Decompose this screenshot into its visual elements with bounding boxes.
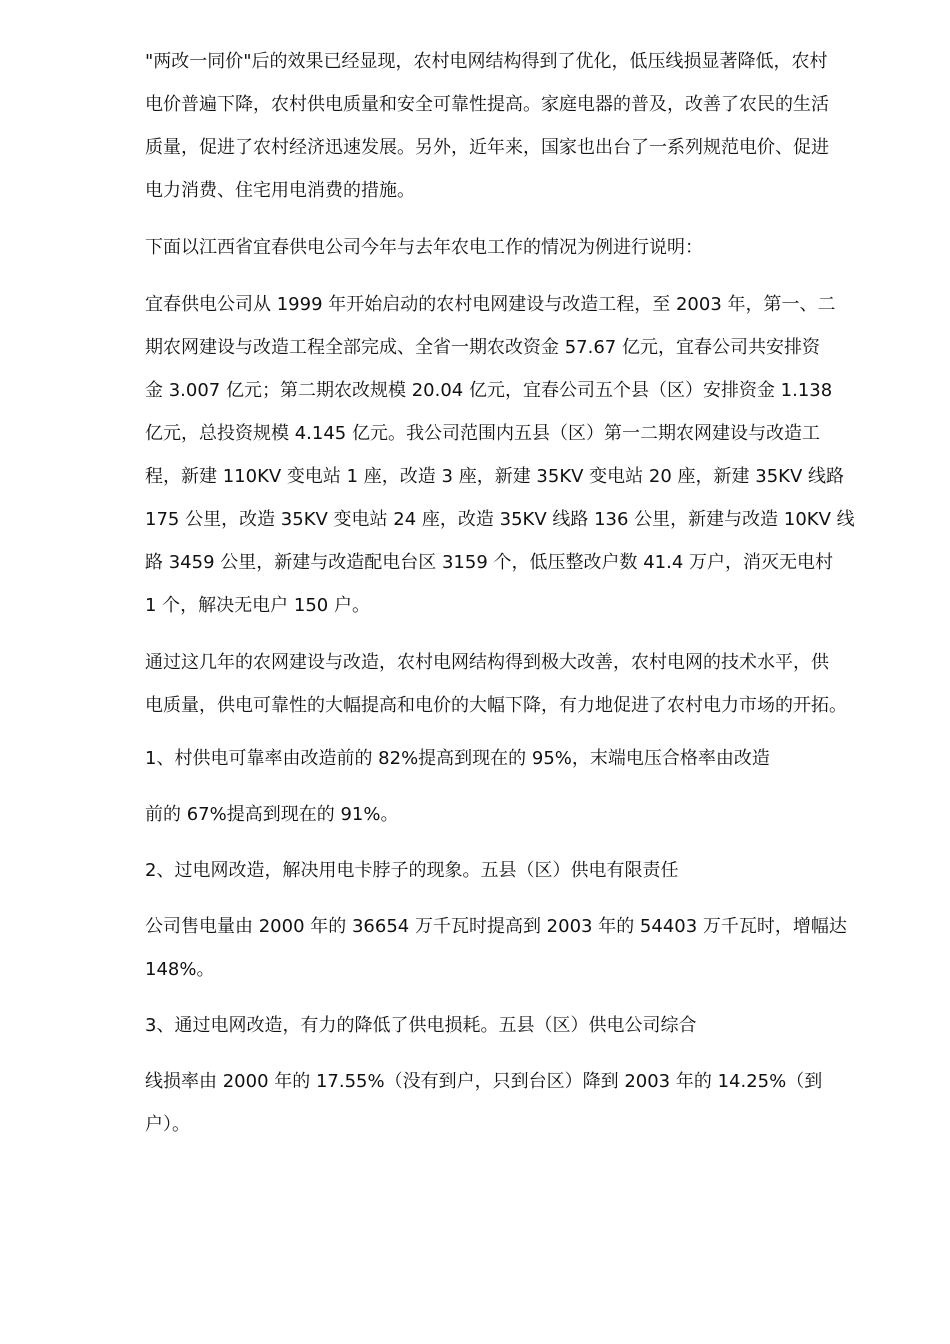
text-line: 电价普遍下降，农村供电质量和安全可靠性提高。家庭电器的普及，改善了农民的生活 <box>145 94 829 115</box>
text-line: 2、过电网改造，解决用电卡脖子的现象。五县（区）供电有限责任 <box>145 860 679 881</box>
text-line: 电力消费、住宅用电消费的措施。 <box>145 180 415 201</box>
list-item-2 <box>145 849 890 892</box>
list-item-2-continuation <box>145 905 890 991</box>
text-line: 路 3459 公里，新建与改造配电台区 3159 个，低压整改户数 41.4 万户，消灭无电村 <box>145 552 834 573</box>
paragraph-intro-example <box>145 226 890 269</box>
paragraph-yichun-projects <box>145 283 890 627</box>
text-line: 前的 67%提高到现在的 91%。 <box>145 804 399 825</box>
list-item-3-continuation <box>145 1060 890 1146</box>
document-page <box>145 40 890 1146</box>
text-line: 宜春供电公司从 1999 年开始启动的农村电网建设与改造工程，至 2003 年，第一、二 <box>145 294 836 315</box>
list-item-1-continuation <box>145 793 890 836</box>
text-line: 期农网建设与改造工程全部完成、全省一期农改资金 57.67 亿元，宜春公司共安排资 <box>145 337 820 358</box>
text-line: 电质量，供电可靠性的大幅提高和电价的大幅下降，有力地促进了农村电力市场的开拓。 <box>145 695 847 716</box>
text-line: 1、村供电可靠率由改造前的 82%提高到现在的 95%，末端电压合格率由改造 <box>145 748 770 769</box>
text-line: "两改一同价"后的效果已经显现，农村电网结构得到了优化，低压线损显著降低，农村 <box>145 51 828 72</box>
text-line: 线损率由 2000 年的 17.55%（没有到户，只到台区）降到 2003 年的 14.25%（到 <box>145 1071 823 1092</box>
text-line: 程，新建 110KV 变电站 1 座，改造 3 座，新建 35KV 变电站 20 座，新建 35KV 线路 <box>145 466 844 487</box>
text-line: 质量，促进了农村经济迅速发展。另外，近年来，国家也出台了一系列规范电价、促进 <box>145 137 829 158</box>
paragraph-effects <box>145 40 890 212</box>
text-line: 3、通过电网改造，有力的降低了供电损耗。五县（区）供电公司综合 <box>145 1015 697 1036</box>
text-line: 148%。 <box>145 959 215 980</box>
text-line: 下面以江西省宜春供电公司今年与去年农电工作的情况为例进行说明： <box>145 237 703 258</box>
list-item-1 <box>145 737 890 780</box>
text-line: 亿元，总投资规模 4.145 亿元。我公司范围内五县（区）第一二期农网建设与改造工 <box>145 423 820 444</box>
text-line: 金 3.007 亿元；第二期农改规模 20.04 亿元，宜春公司五个县（区）安排资金 1.138 <box>145 380 833 401</box>
text-line: 175 公里，改造 35KV 变电站 24 座，改造 35KV 线路 136 公里，新建与改造 10KV 线 <box>145 509 855 530</box>
text-line: 通过这几年的农网建设与改造，农村电网结构得到极大改善，农村电网的技术水平，供 <box>145 652 829 673</box>
text-line: 公司售电量由 2000 年的 36654 万千瓦时提高到 2003 年的 54403 万千瓦时，增幅达 <box>145 916 847 937</box>
text-line: 1 个，解决无电户 150 户。 <box>145 595 370 616</box>
text-line: 户）。 <box>145 1114 190 1135</box>
paragraph-summary <box>145 641 890 727</box>
list-item-3 <box>145 1004 890 1047</box>
